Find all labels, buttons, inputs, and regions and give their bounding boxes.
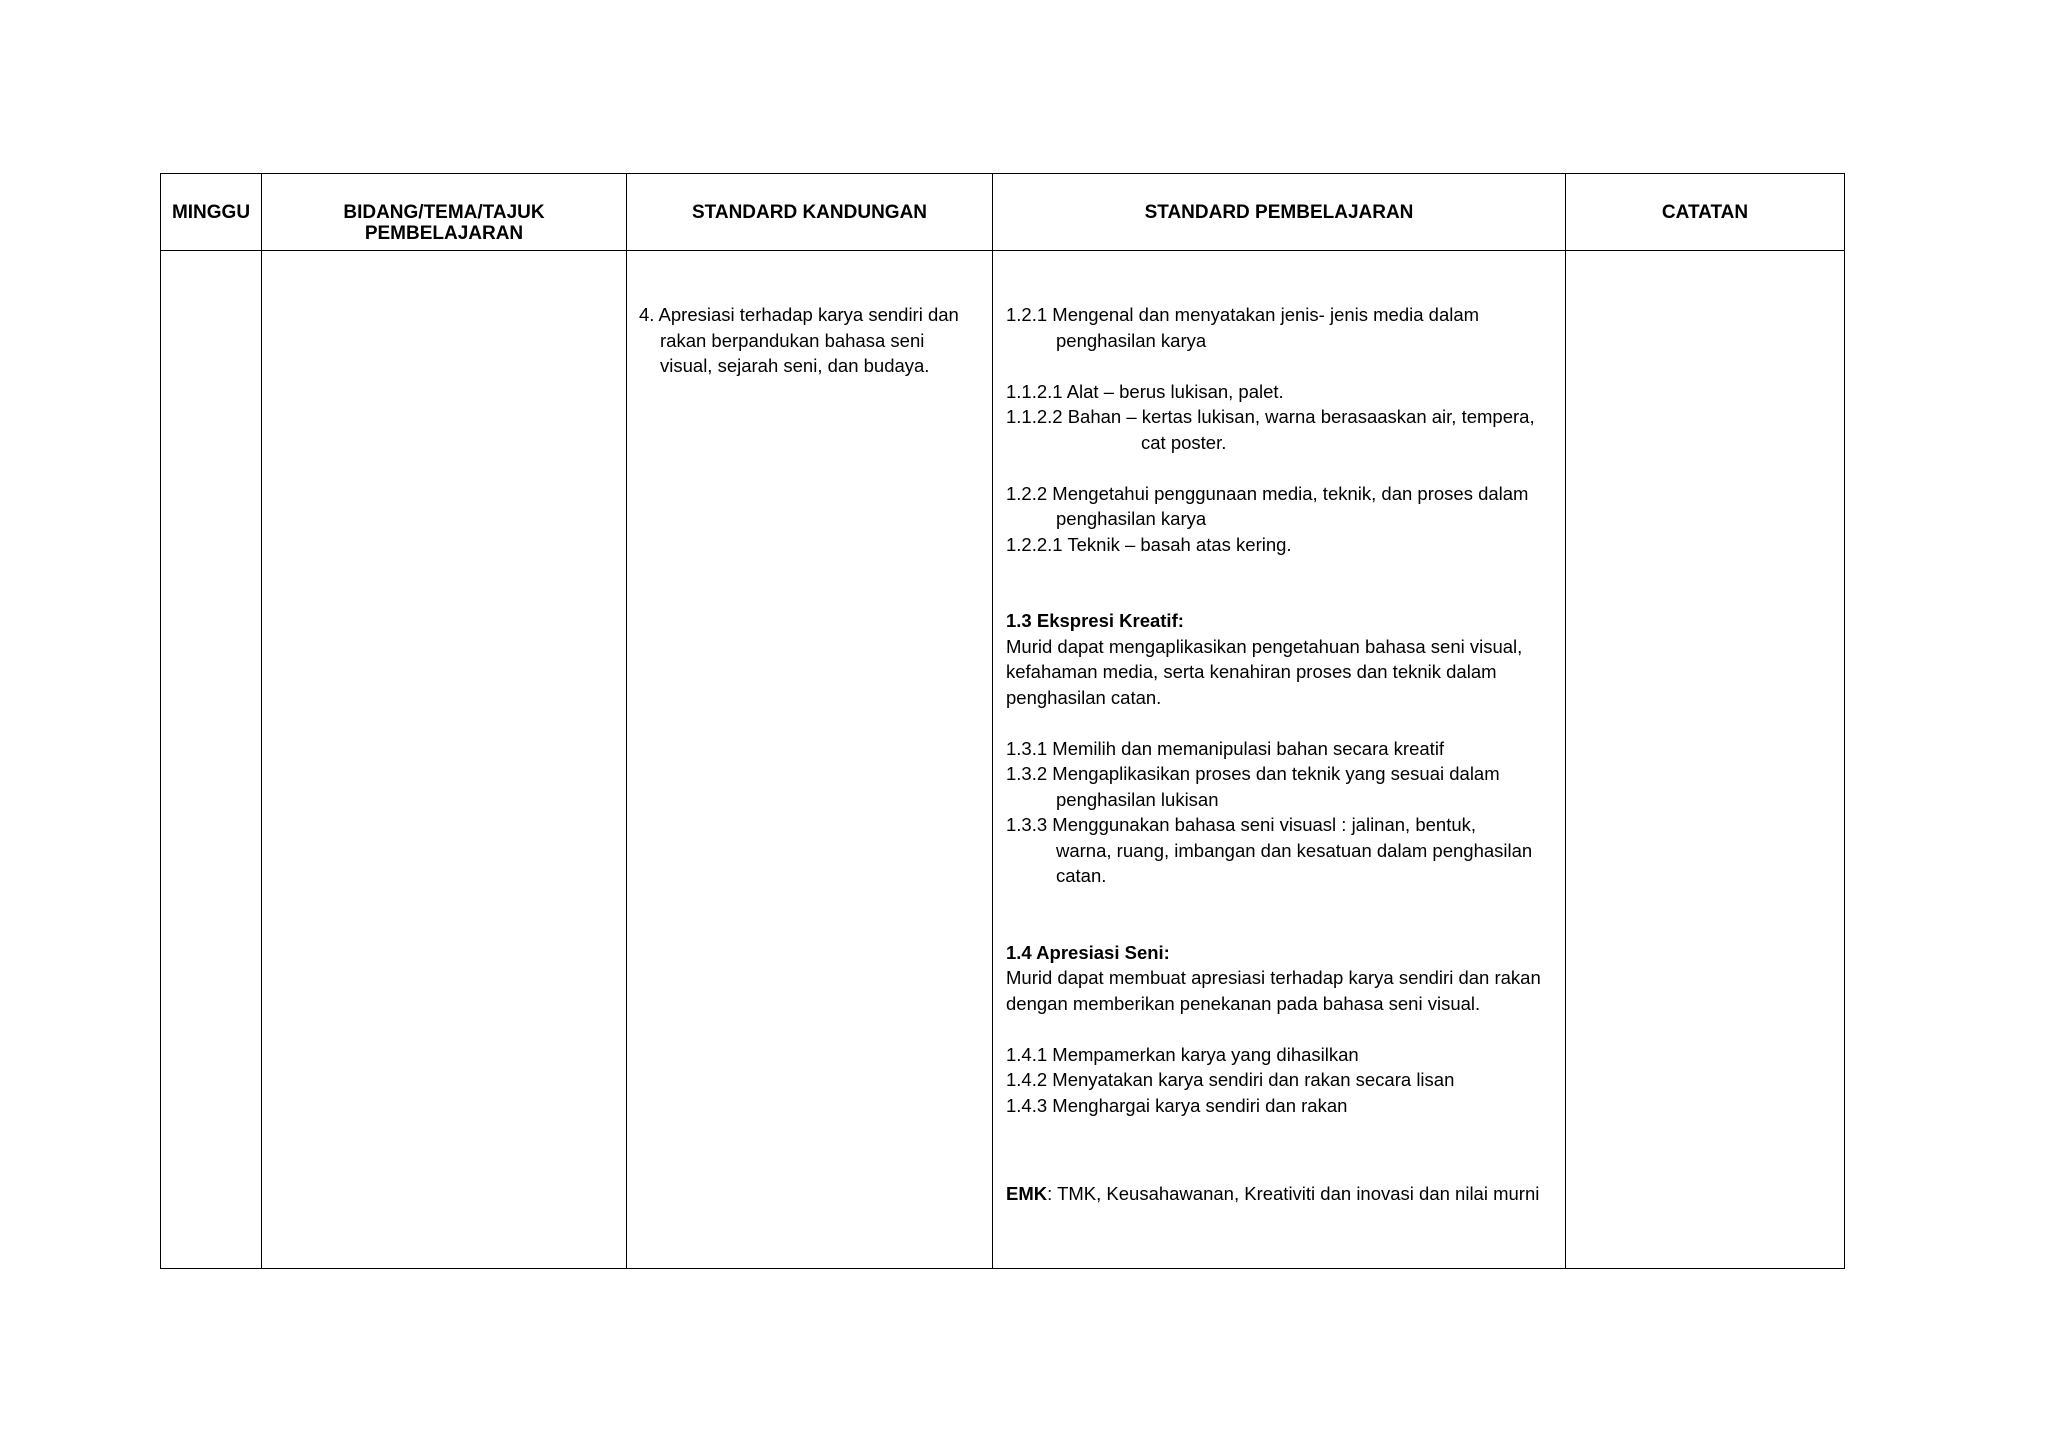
header-catatan: CATATAN	[1566, 174, 1845, 251]
standard-kandungan-cell	[627, 251, 993, 1269]
sp-1-2-2: 1.2.2 Mengetahui penggunaan media, teknik, dan proses dalam	[1006, 482, 1529, 504]
sp-1-3-desc-1: Murid dapat mengaplikasikan pengetahuan bahasa seni visual,	[1006, 635, 1523, 657]
sp-1-3-2-cont: penghasilan lukisan	[1056, 788, 1219, 810]
sp-1-1-2-2: 1.1.2.2 Bahan – kertas lukisan, warna berasaaskan air, tempera,	[1006, 406, 1535, 427]
sp-1-2-1: 1.2.1 Mengenal dan menyatakan jenis- jenis media dalam	[1006, 304, 1480, 325]
sp-1-1-2-1: 1.1.2.1 Alat – berus lukisan, palet.	[1006, 380, 1284, 402]
sp-heading-1-4: 1.4 Apresiasi Seni:	[1006, 941, 1170, 963]
sp-1-4-desc-1: Murid dapat membuat apresiasi terhadap karya sendiri dan rakan	[1006, 967, 1541, 988]
sp-1-4-desc-2: dengan memberikan penekanan pada bahasa seni visual.	[1006, 992, 1481, 1014]
sp-1-2-1-cont: penghasilan karya	[1056, 329, 1207, 351]
sp-emk	[1006, 1181, 1557, 1207]
sp-1-4-2: 1.4.2 Menyatakan karya sendiri dan rakan secara lisan	[1006, 1069, 1455, 1090]
standard-kandungan-item: 4. Apresiasi terhadap karya sendiri dan rakan berpandukan bahasa seni visual, sejarah seni, dan budaya.	[639, 304, 959, 376]
sp-1-4-1: 1.4.1 Mempamerkan karya yang dihasilkan	[1006, 1043, 1359, 1065]
content-row	[161, 251, 1845, 1269]
header-minggu: MINGGU	[161, 174, 262, 251]
header-standard-pembelajaran: STANDARD PEMBELAJARAN	[993, 174, 1566, 251]
sp-1-3-3-cont: warna, ruang, imbangan dan kesatuan dalam penghasilan	[1056, 839, 1533, 861]
standard-pembelajaran-cell	[993, 251, 1566, 1269]
sp-1-3-2: 1.3.2 Mengaplikasikan proses dan teknik yang sesuai dalam	[1006, 763, 1500, 784]
sp-1-1-2-2-cont: cat poster.	[1141, 431, 1227, 453]
bidang-cell	[262, 251, 627, 1269]
emk-label: EMK	[1006, 1183, 1048, 1204]
minggu-cell	[161, 251, 262, 1269]
sp-heading-1-3: 1.3 Ekspresi Kreatif:	[1006, 610, 1184, 631]
sp-1-3-3: 1.3.3 Menggunakan bahasa seni visuasl : jalinan, bentuk,	[1006, 814, 1477, 835]
sp-1-3-1: 1.3.1 Memilih dan memanipulasi bahan secara kreatif	[1006, 737, 1445, 759]
emk-text: : TMK, Keusahawanan, Kreativiti dan inovasi dan nilai murni	[1047, 1183, 1540, 1204]
sp-1-3-desc-2: kefahaman media, serta kenahiran proses dan teknik dalam	[1006, 661, 1497, 682]
sp-1-3-desc-3: penghasilan catan.	[1006, 686, 1162, 708]
header-standard-kandungan: STANDARD KANDUNGAN	[627, 174, 993, 251]
catatan-cell	[1566, 251, 1845, 1269]
lesson-plan-table	[160, 173, 1845, 1269]
sp-1-2-2-1: 1.2.2.1 Teknik – basah atas kering.	[1006, 533, 1292, 555]
sp-1-3-3-cont2: catan.	[1056, 865, 1107, 886]
header-bidang: BIDANG/TEMA/TAJUK PEMBELAJARAN	[262, 174, 627, 251]
sp-1-4-3: 1.4.3 Menghargai karya sendiri dan rakan	[1006, 1094, 1348, 1116]
header-row	[161, 174, 1845, 251]
sp-1-2-2-cont: penghasilan karya	[1056, 508, 1207, 529]
